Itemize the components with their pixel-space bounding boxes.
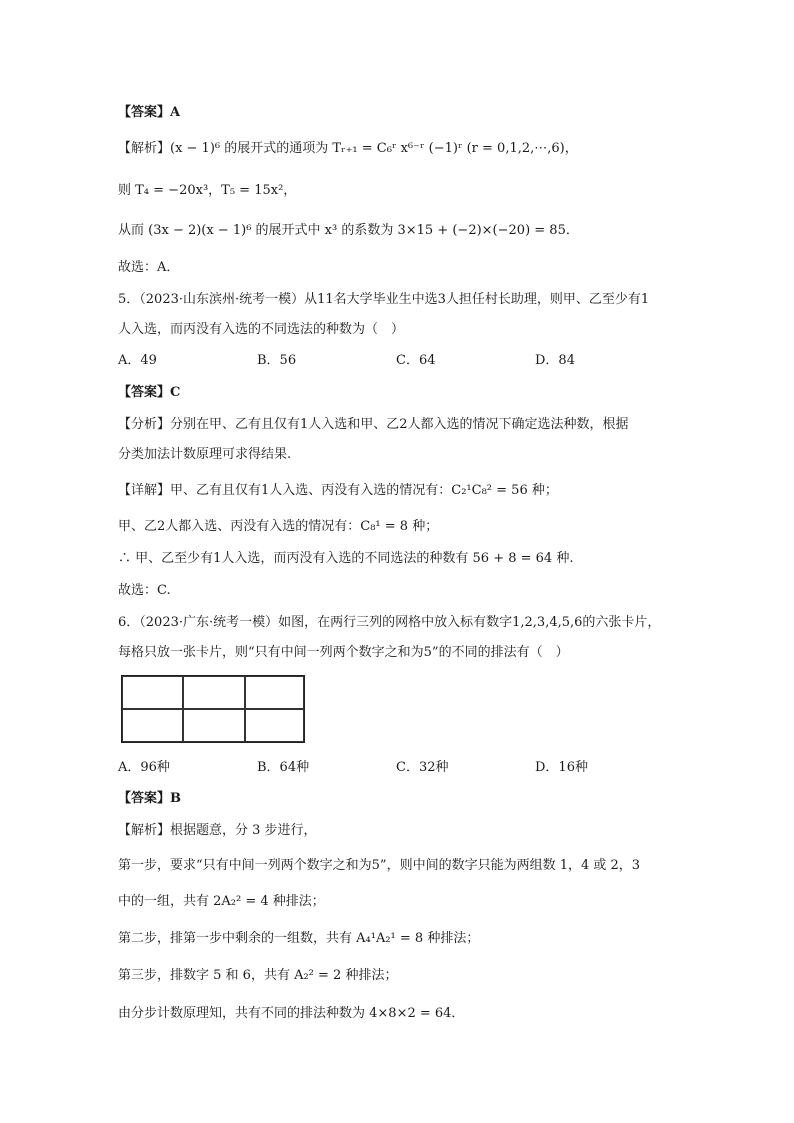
q5-option-b: B．56 bbox=[257, 353, 297, 368]
q6-stem-line-2: 每格只放一张卡片，则“只有中间一列两个数字之和为5”的不同的排法有（ ） bbox=[118, 645, 569, 660]
q6-step1-line-2: 中的一组，共有 2A₂² = 4 种排法； bbox=[118, 894, 325, 909]
q4-analysis-line-1: 【解析】(x − 1)⁶ 的展开式的通项为 Tᵣ₊₁ = C₆ʳ x⁶⁻ʳ (−1)ʳ (r = 0,1,2,⋯,6)， bbox=[118, 141, 578, 156]
grid-cell bbox=[122, 676, 183, 709]
q5-detail-line-3: ∴ 甲、乙至少有1人入选，而丙没有入选的不同选法的种数有 56 + 8 = 64 种. bbox=[118, 551, 574, 566]
grid-cell bbox=[245, 676, 304, 709]
q6-option-c: C．32种 bbox=[396, 760, 449, 775]
q6-option-d: D．16种 bbox=[535, 760, 588, 775]
q5-stem-line-2: 人入选，而丙没有入选的不同选法的种数为（ ） bbox=[118, 322, 405, 337]
q5-analysis-line-2: 分类加法计数原理可求得结果. bbox=[118, 447, 292, 462]
q5-detail-line-1: 【详解】甲、乙有且仅有1人入选、丙没有入选的情况有：C₂¹C₈² = 56 种； bbox=[118, 483, 558, 498]
q4-analysis-line-3: 从而 (3x − 2)(x − 1)⁶ 的展开式中 x³ 的系数为 3×15 + (−2)×(−20) = 85． bbox=[118, 223, 579, 238]
q5-option-d: D．84 bbox=[535, 353, 575, 368]
q4-conclusion: 故选：A． bbox=[118, 260, 180, 275]
q6-step2: 第二步，排第一步中剩余的一组数，共有 A₄¹A₂¹ = 8 种排法； bbox=[118, 931, 480, 946]
q6-stem-line-1: 6．（2023·广东·统考一模）如图，在两行三列的网格中放入标有数字1,2,3,4,5,6的六张卡片， bbox=[118, 615, 661, 630]
grid-cell bbox=[122, 709, 183, 742]
q6-step3: 第三步，排数字 5 和 6，共有 A₂² = 2 种排法； bbox=[118, 968, 398, 983]
two-by-three-grid-figure bbox=[121, 675, 305, 743]
q5-option-a: A．49 bbox=[118, 353, 157, 368]
q5-detail-line-2: 甲、乙2人都入选、丙没有入选的情况有：C₈¹ = 8 种； bbox=[118, 519, 439, 534]
q6-analysis-line-1: 【解析】根据题意，分 3 步进行， bbox=[118, 823, 317, 838]
q6-total: 由分步计数原理知，共有不同的排法种数为 4×8×2 = 64． bbox=[118, 1006, 465, 1021]
grid-cell bbox=[183, 709, 245, 742]
q6-option-b: B．64种 bbox=[257, 760, 310, 775]
q5-option-c: C．64 bbox=[396, 353, 436, 368]
q4-answer: 【答案】A bbox=[118, 105, 181, 120]
q5-conclusion: 故选：C. bbox=[118, 583, 171, 598]
grid-cell bbox=[183, 676, 245, 709]
q5-answer: 【答案】C bbox=[118, 385, 181, 400]
q4-analysis-line-2: 则 T₄ = −20x³，T₅ = 15x²， bbox=[118, 183, 297, 198]
q5-stem-line-1: 5．（2023·山东滨州·统考一模）从11名大学毕业生中选3人担任村长助理，则甲、乙至少有1 bbox=[118, 292, 650, 307]
q6-answer: 【答案】B bbox=[118, 791, 181, 806]
grid-cell bbox=[245, 709, 304, 742]
q6-option-a: A．96种 bbox=[118, 760, 170, 775]
q5-analysis-line-1: 【分析】分别在甲、乙有且仅有1人入选和甲、乙2人都入选的情况下确定选法种数，根据 bbox=[118, 417, 629, 432]
q6-step1-line-1: 第一步，要求“只有中间一列两个数字之和为5”，则中间的数字只能为两组数 1，4 或 2，3 bbox=[118, 858, 641, 873]
